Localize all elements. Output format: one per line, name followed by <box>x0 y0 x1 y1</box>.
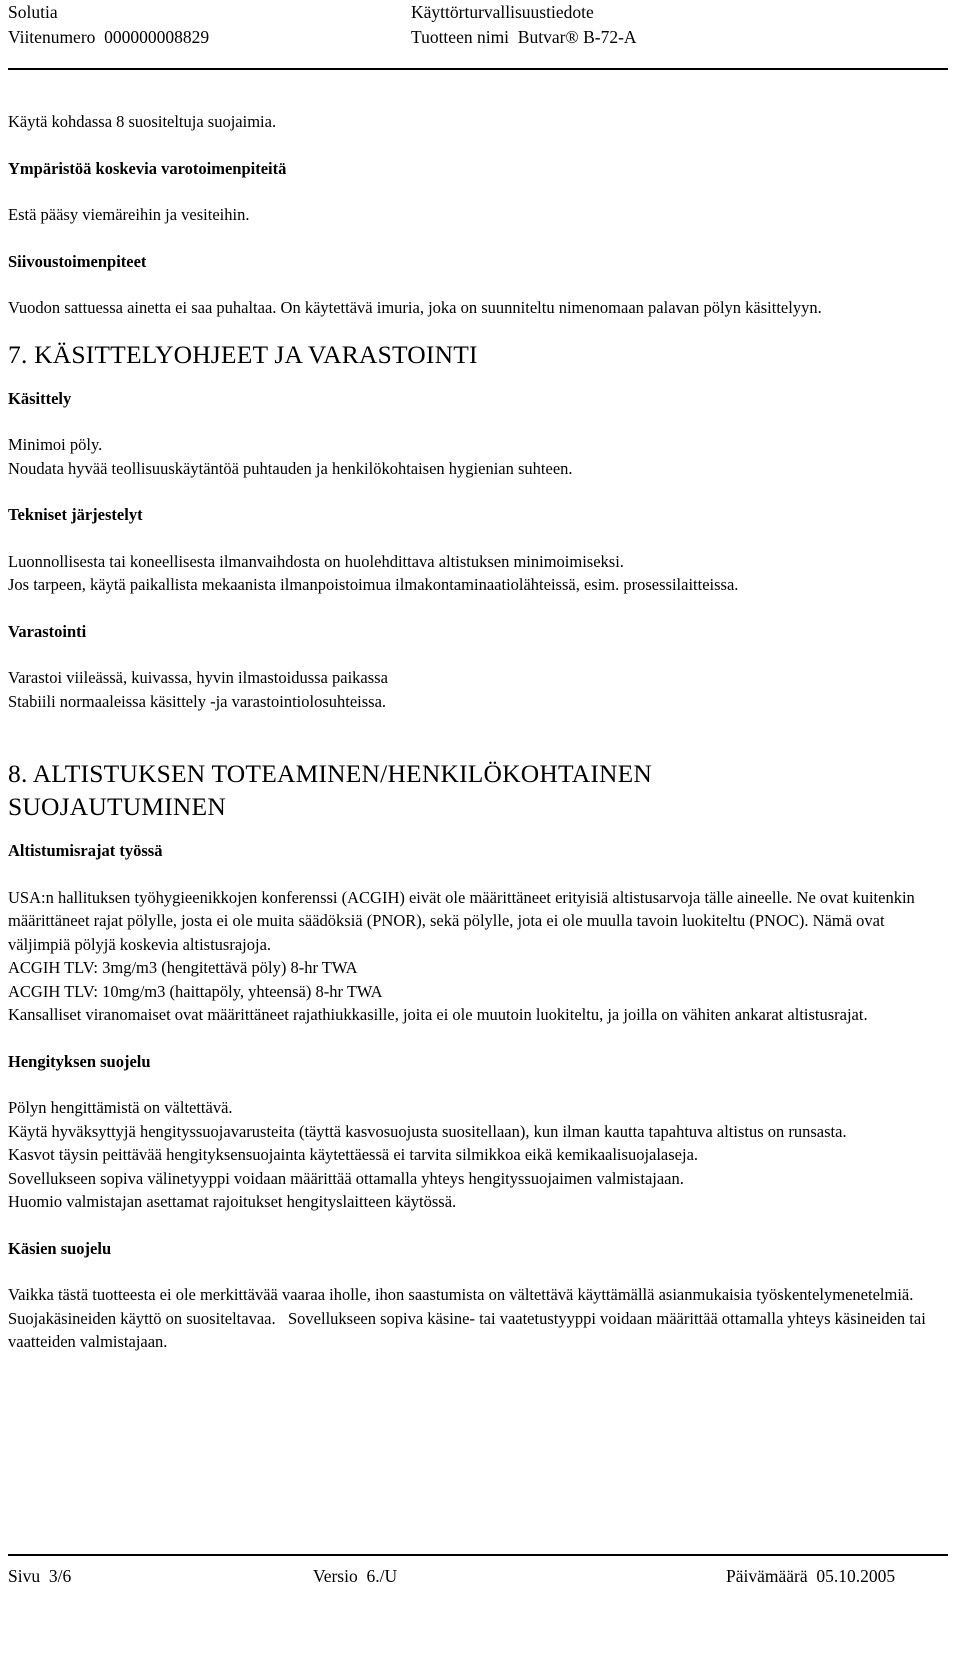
header-divider <box>8 68 948 70</box>
section-heading-8-cont: SUOJAUTUMINEN <box>8 792 226 821</box>
section-heading-7: 7. KÄSITTELYOHJEET JA VARASTOINTI <box>8 339 478 369</box>
version: Versio 6./U <box>313 1566 398 1586</box>
paragraph: ACGIH TLV: 3mg/m3 (hengitettävä pöly) 8-hr TWA <box>8 958 358 977</box>
page-footer <box>8 1564 940 1664</box>
subheading-handling: Käsittely <box>8 388 72 408</box>
paragraph: Vuodon sattuessa ainetta ei saa puhaltaa. On käytettävä imuria, joka on suunniteltu nimenomaan palavan pölyn käsittelyyn. <box>8 298 822 317</box>
section-heading-8: 8. ALTISTUKSEN TOTEAMINEN/HENKILÖKOHTAINEN <box>8 759 653 788</box>
paragraph: ACGIH TLV: 10mg/m3 (haittapöly, yhteensä) 8-hr TWA <box>8 981 383 1001</box>
subheading-exposure-limits: Altistumisrajat työssä <box>8 841 163 860</box>
paragraph: Noudata hyvää teollisuuskäytäntöä puhtauden ja henkilökohtaisen hygienian suhteen. <box>8 458 573 478</box>
paragraph: Kasvot täysin peittävää hengityksensuojainta käytettäessä ei tarvita silmikkoa eikä kemikaalisuojalaseja. <box>8 1145 699 1164</box>
document-body <box>8 110 940 1354</box>
product-name: Tuotteen nimi Butvar® B-72-A <box>411 27 637 47</box>
date: Päivämäärä 05.10.2005 <box>726 1566 896 1586</box>
page-header <box>8 0 944 50</box>
document-type: Käyttörturvallisuustiedote <box>411 2 594 22</box>
header-right <box>411 0 637 50</box>
subheading-cleanup: Siivoustoimenpiteet <box>8 251 147 271</box>
page-number: Sivu 3/6 <box>8 1566 72 1586</box>
subheading-respiratory: Hengityksen suojelu <box>8 1051 151 1071</box>
subheading-technical: Tekniset järjestelyt <box>8 505 143 524</box>
paragraph: Käytä hyväksyttyjä hengityssuojavarusteita (täyttä kasvosuojusta suositellaan), kun ilman kautta tapahtuva altistus on runsasta. <box>8 1121 847 1141</box>
reference-number: Viitenumero 000000008829 <box>8 27 210 47</box>
company-name: Solutia <box>8 2 58 22</box>
paragraph: Pölyn hengittämistä on vältettävä. <box>8 1098 233 1117</box>
paragraph: Kansalliset viranomaiset ovat määrittäneet rajathiukkasille, joita ei ole muutoin luokiteltu, ja joilla on vähiten ankarat altistusrajat. <box>8 1005 868 1024</box>
header-left <box>8 0 209 50</box>
paragraph: Vaikka tästä tuotteesta ei ole merkittävää vaaraa iholle, ihon saastumista on vältettävä käyttämällä asianmukaisia työskentelymenetelmiä. Suojakäsineiden käyttö on suositeltavaa. Sovellukseen sopiva käsine- tai vaatetustyyppi voidaan määrittää ottamalla yhteys käsineiden tai vaatteiden valmistajaan. <box>8 1285 930 1351</box>
paragraph: Stabiili normaaleissa käsittely -ja varastointiolosuhteissa. <box>8 691 387 711</box>
subheading-environment: Ympäristöä koskevia varotoimenpiteitä <box>8 158 287 178</box>
paragraph: Käytä kohdassa 8 suositeltuja suojaimia. <box>8 112 277 131</box>
subheading-hands: Käsien suojelu <box>8 1238 112 1258</box>
paragraph: Huomio valmistajan asettamat rajoitukset hengityslaitteen käytössä. <box>8 1192 457 1211</box>
paragraph: Minimoi pöly. <box>8 435 103 454</box>
paragraph: Sovellukseen sopiva välinetyyppi voidaan määrittää ottamalla yhteys hengityssuojaimen valmistajaan. <box>8 1168 684 1188</box>
paragraph: Jos tarpeen, käytä paikallista mekaanista ilmanpoistoimua ilmakontaminaatiolähteissä, esim. prosessilaitteissa. <box>8 575 739 594</box>
footer-divider <box>8 1554 948 1556</box>
paragraph: Luonnollisesta tai koneellisesta ilmanvaihdosta on huolehdittava altistuksen minimoimiseksi. <box>8 551 624 571</box>
paragraph: Estä pääsy viemäreihin ja vesiteihin. <box>8 205 250 224</box>
paragraph: Varastoi viileässä, kuivassa, hyvin ilmastoidussa paikassa <box>8 668 388 687</box>
paragraph: USA:n hallituksen työhygieenikkojen konferenssi (ACGIH) eivät ole määrittäneet erityisiä altistusarvoja tälle aineelle. Ne ovat kuitenkin määrittäneet rajat pölylle, josta ei ole muita säädöksiä (PNOR), sekä pölylle, jota ei ole muulla tavoin luokiteltu (PNOC). Nämä ovat väljimpiä pölyjä koskevia altistusrajoja. <box>8 887 915 954</box>
subheading-storage: Varastointi <box>8 621 87 641</box>
